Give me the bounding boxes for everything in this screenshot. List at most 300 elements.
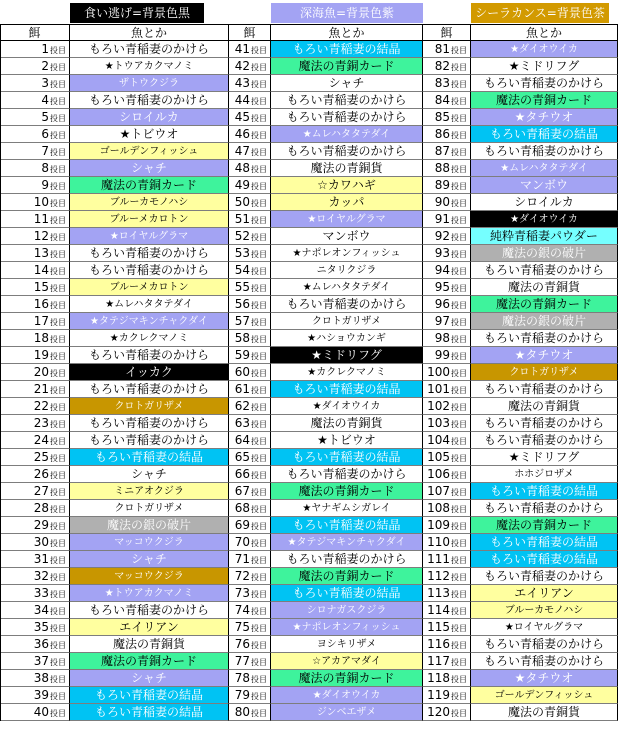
row-number bbox=[0, 211, 70, 228]
row-number bbox=[423, 245, 471, 262]
row-number bbox=[423, 466, 471, 483]
row-number bbox=[0, 398, 70, 415]
row-number bbox=[229, 126, 271, 143]
row-number-suffix: 投目 bbox=[251, 148, 267, 157]
fish-cell[interactable]: もろい青稲妻のかけら bbox=[271, 109, 423, 126]
row-number bbox=[229, 364, 271, 381]
row-number-suffix: 投目 bbox=[251, 80, 267, 89]
row-number-value: 10 bbox=[33, 195, 49, 209]
row-number bbox=[423, 483, 471, 500]
fish-cell[interactable]: 魔法の青銅貨 bbox=[471, 398, 618, 415]
row-number-value: 29 bbox=[33, 518, 49, 532]
row-number-value: 32 bbox=[33, 569, 49, 583]
fish-cell[interactable]: ★タテジマキンチャクダイ bbox=[271, 534, 423, 551]
fish-cell[interactable]: 魔法の銀の破片 bbox=[471, 245, 618, 262]
row-number bbox=[229, 585, 271, 602]
fish-cell[interactable]: もろい青稲妻のかけら bbox=[271, 92, 423, 109]
row-number bbox=[229, 262, 271, 279]
row-number bbox=[0, 670, 70, 687]
row-number-value: 12 bbox=[33, 229, 49, 243]
row-number-value: 71 bbox=[234, 552, 250, 566]
row-number-suffix: 投目 bbox=[50, 420, 66, 429]
fish-cell[interactable]: ★ハショウカンギ bbox=[271, 330, 423, 347]
row-number-suffix: 投目 bbox=[251, 114, 267, 123]
fish-cell[interactable]: もろい青稲妻の結晶 bbox=[70, 449, 229, 466]
row-number-value: 120 bbox=[427, 705, 450, 719]
row-number-value: 45 bbox=[234, 110, 250, 124]
row-number-value: 69 bbox=[234, 518, 250, 532]
fish-cell[interactable]: もろい青稲妻のかけら bbox=[70, 347, 229, 364]
row-number-value: 57 bbox=[234, 314, 250, 328]
row-number bbox=[0, 381, 70, 398]
row-number bbox=[0, 534, 70, 551]
fish-cell[interactable]: ★ダイオウイカ bbox=[271, 398, 423, 415]
fish-cell[interactable]: ★ダイオウイカ bbox=[471, 41, 618, 58]
fish-cell[interactable]: ゴールデンフィッシュ bbox=[70, 143, 229, 160]
fish-cell[interactable]: もろい青稲妻の結晶 bbox=[471, 551, 618, 568]
fish-cell[interactable]: 魔法の青銅カード bbox=[471, 296, 618, 313]
row-number-suffix: 投目 bbox=[50, 658, 66, 667]
row-number-suffix: 投目 bbox=[451, 369, 467, 378]
legend-3: シーラカンス=背景色茶 bbox=[471, 3, 609, 23]
fish-cell[interactable]: 魔法の銀の破片 bbox=[471, 313, 618, 330]
fish-cell[interactable]: ザトウクジラ bbox=[70, 75, 229, 92]
fish-cell[interactable]: 魔法の青銅カード bbox=[471, 517, 618, 534]
row-number-suffix: 投目 bbox=[50, 709, 66, 718]
row-number-value: 104 bbox=[427, 433, 450, 447]
row-number-suffix: 投目 bbox=[451, 148, 467, 157]
fish-cell[interactable]: もろい青稲妻の結晶 bbox=[70, 704, 229, 721]
fish-cell[interactable]: ブルーカモノハシ bbox=[70, 194, 229, 211]
row-number bbox=[0, 143, 70, 160]
row-number-suffix: 投目 bbox=[50, 97, 66, 106]
fish-cell[interactable]: もろい青稲妻のかけら bbox=[70, 245, 229, 262]
row-number-suffix: 投目 bbox=[451, 284, 467, 293]
row-number bbox=[229, 483, 271, 500]
row-number-value: 112 bbox=[427, 569, 450, 583]
row-number-suffix: 投目 bbox=[50, 403, 66, 412]
fish-cell[interactable]: ★ダイオウイカ bbox=[271, 687, 423, 704]
fish-cell[interactable]: ホホジロザメ bbox=[471, 466, 618, 483]
row-number-suffix: 投目 bbox=[50, 131, 66, 140]
fish-cell[interactable]: もろい青稲妻のかけら bbox=[271, 143, 423, 160]
row-number bbox=[423, 602, 471, 619]
fish-cell[interactable]: クロトガリザメ bbox=[70, 500, 229, 517]
fish-cell[interactable]: マンボウ bbox=[471, 177, 618, 194]
row-number-suffix: 投目 bbox=[50, 148, 66, 157]
row-number-suffix: 投目 bbox=[451, 539, 467, 548]
row-number-suffix: 投目 bbox=[50, 318, 66, 327]
fish-cell[interactable]: もろい青稲妻のかけら bbox=[471, 415, 618, 432]
row-number bbox=[229, 670, 271, 687]
row-number-value: 53 bbox=[234, 246, 250, 260]
row-number-value: 23 bbox=[33, 416, 49, 430]
row-number-suffix: 投目 bbox=[50, 165, 66, 174]
row-number bbox=[229, 41, 271, 58]
row-number bbox=[0, 687, 70, 704]
fish-cell[interactable]: ★ロイヤルグラマ bbox=[70, 228, 229, 245]
row-number bbox=[423, 432, 471, 449]
row-number-suffix: 投目 bbox=[251, 267, 267, 276]
fish-cell[interactable]: ブルーカモノハシ bbox=[471, 602, 618, 619]
row-number-suffix: 投目 bbox=[50, 488, 66, 497]
row-number-value: 2 bbox=[41, 59, 49, 73]
row-number-suffix: 投目 bbox=[50, 692, 66, 701]
column-header-fish: 魚とか bbox=[471, 24, 618, 41]
fish-cell[interactable]: もろい青稲妻の結晶 bbox=[271, 517, 423, 534]
fish-cell[interactable]: シロナガスクジラ bbox=[271, 602, 423, 619]
row-number-suffix: 投目 bbox=[451, 165, 467, 174]
row-number-value: 90 bbox=[434, 195, 450, 209]
row-number bbox=[229, 381, 271, 398]
fish-cell[interactable]: もろい青稲妻の結晶 bbox=[271, 449, 423, 466]
fish-cell[interactable]: もろい青稲妻のかけら bbox=[70, 415, 229, 432]
row-number-value: 75 bbox=[234, 620, 250, 634]
fish-cell[interactable]: シャチ bbox=[70, 160, 229, 177]
row-number bbox=[0, 364, 70, 381]
row-number-value: 113 bbox=[427, 586, 450, 600]
fish-cell[interactable]: 魔法の銀の破片 bbox=[70, 517, 229, 534]
fish-cell[interactable]: もろい青稲妻のかけら bbox=[70, 602, 229, 619]
row-number bbox=[423, 364, 471, 381]
row-number-suffix: 投目 bbox=[251, 658, 267, 667]
fish-cell[interactable]: ★ヤナギムシガレイ bbox=[271, 500, 423, 517]
row-number-value: 20 bbox=[33, 365, 49, 379]
fish-cell[interactable]: もろい青稲妻のかけら bbox=[70, 432, 229, 449]
row-number-suffix: 投目 bbox=[251, 46, 267, 55]
row-number-value: 49 bbox=[234, 178, 250, 192]
fish-cell[interactable]: もろい青稲妻のかけら bbox=[471, 500, 618, 517]
row-number-suffix: 投目 bbox=[451, 352, 467, 361]
fish-cell[interactable]: ★タチウオ bbox=[471, 347, 618, 364]
fish-cell[interactable]: もろい青稲妻のかけら bbox=[70, 262, 229, 279]
row-number bbox=[0, 653, 70, 670]
row-number-value: 15 bbox=[33, 280, 49, 294]
row-number-value: 8 bbox=[41, 161, 49, 175]
row-number bbox=[423, 330, 471, 347]
fish-cell[interactable]: エイリアン bbox=[471, 585, 618, 602]
row-number-suffix: 投目 bbox=[251, 216, 267, 225]
row-number bbox=[0, 602, 70, 619]
fish-cell[interactable]: マンボウ bbox=[271, 228, 423, 245]
row-number bbox=[229, 194, 271, 211]
fish-cell[interactable]: ★ダイオウイカ bbox=[471, 211, 618, 228]
row-number-suffix: 投目 bbox=[50, 216, 66, 225]
row-number-value: 65 bbox=[234, 450, 250, 464]
row-number-value: 105 bbox=[427, 450, 450, 464]
fish-cell[interactable]: カッパ bbox=[271, 194, 423, 211]
fish-cell[interactable]: もろい青稲妻のかけら bbox=[471, 636, 618, 653]
row-number bbox=[229, 75, 271, 92]
fish-cell[interactable]: ★トウアカクマノミ bbox=[70, 585, 229, 602]
row-number-suffix: 投目 bbox=[251, 284, 267, 293]
row-number-value: 33 bbox=[33, 586, 49, 600]
row-number-suffix: 投目 bbox=[251, 675, 267, 684]
row-number bbox=[423, 704, 471, 721]
row-number bbox=[0, 466, 70, 483]
fish-cell[interactable]: 魔法の青銅カード bbox=[271, 568, 423, 585]
row-number bbox=[229, 177, 271, 194]
row-number bbox=[423, 194, 471, 211]
row-number-value: 38 bbox=[33, 671, 49, 685]
fish-cell[interactable]: もろい青稲妻のかけら bbox=[271, 551, 423, 568]
fish-cell[interactable]: 純粋青稲妻パウダー bbox=[471, 228, 618, 245]
fish-cell[interactable]: もろい青稲妻のかけら bbox=[271, 296, 423, 313]
row-number bbox=[423, 568, 471, 585]
fish-cell[interactable]: もろい青稲妻のかけら bbox=[271, 466, 423, 483]
fish-cell[interactable]: シャチ bbox=[271, 75, 423, 92]
row-number-suffix: 投目 bbox=[451, 97, 467, 106]
row-number bbox=[423, 75, 471, 92]
fish-cell[interactable]: 魔法の青銅カード bbox=[70, 177, 229, 194]
row-number-suffix: 投目 bbox=[251, 709, 267, 718]
fish-cell[interactable]: ゴールデンフィッシュ bbox=[471, 687, 618, 704]
row-number-value: 55 bbox=[234, 280, 250, 294]
fish-cell[interactable]: ★カクレクマノミ bbox=[271, 364, 423, 381]
fish-cell[interactable]: 魔法の青銅貨 bbox=[471, 704, 618, 721]
fish-cell[interactable]: もろい青稲妻の結晶 bbox=[70, 687, 229, 704]
row-number-suffix: 投目 bbox=[50, 46, 66, 55]
fish-cell[interactable]: 魔法の青銅カード bbox=[471, 92, 618, 109]
row-number-suffix: 投目 bbox=[451, 675, 467, 684]
legend-1: 食い逃げ=背景色黒 bbox=[70, 3, 204, 23]
fish-cell[interactable]: イッカク bbox=[70, 364, 229, 381]
row-number-value: 115 bbox=[427, 620, 450, 634]
fish-cell[interactable]: もろい青稲妻の結晶 bbox=[271, 381, 423, 398]
row-number bbox=[423, 177, 471, 194]
row-number-value: 54 bbox=[234, 263, 250, 277]
row-number-value: 88 bbox=[434, 161, 450, 175]
row-number-suffix: 投目 bbox=[50, 590, 66, 599]
row-number-value: 87 bbox=[434, 144, 450, 158]
fish-cell[interactable]: ★タチウオ bbox=[471, 670, 618, 687]
row-number bbox=[229, 228, 271, 245]
fish-cell[interactable]: シャチ bbox=[70, 670, 229, 687]
fish-cell[interactable]: マッコウクジラ bbox=[70, 534, 229, 551]
fish-cell[interactable]: ★カクレクマノミ bbox=[70, 330, 229, 347]
row-number-value: 62 bbox=[234, 399, 250, 413]
row-number-value: 3 bbox=[41, 76, 49, 90]
row-number-value: 16 bbox=[33, 297, 49, 311]
fish-cell[interactable]: もろい青稲妻の結晶 bbox=[471, 483, 618, 500]
row-number-value: 91 bbox=[434, 212, 450, 226]
fish-cell[interactable]: 魔法の青銅貨 bbox=[271, 160, 423, 177]
fish-cell[interactable]: もろい青稲妻の結晶 bbox=[471, 126, 618, 143]
row-number-suffix: 投目 bbox=[50, 369, 66, 378]
fish-cell[interactable]: 魔法の青銅カード bbox=[271, 670, 423, 687]
row-number bbox=[229, 143, 271, 160]
row-number bbox=[0, 194, 70, 211]
row-number bbox=[0, 296, 70, 313]
row-number-value: 36 bbox=[33, 637, 49, 651]
fish-cell[interactable]: ★トウアカクマノミ bbox=[70, 58, 229, 75]
fish-cell[interactable]: 魔法の青銅カード bbox=[271, 58, 423, 75]
row-number bbox=[0, 568, 70, 585]
row-number-value: 34 bbox=[33, 603, 49, 617]
fish-cell[interactable]: ★トビウオ bbox=[70, 126, 229, 143]
fish-cell[interactable]: ブルーメカロトン bbox=[70, 279, 229, 296]
row-number-suffix: 投目 bbox=[251, 641, 267, 650]
row-number-suffix: 投目 bbox=[251, 352, 267, 361]
fish-cell[interactable]: ジンベエザメ bbox=[271, 704, 423, 721]
fish-cell[interactable]: もろい青稲妻のかけら bbox=[471, 432, 618, 449]
fish-cell[interactable]: シロイルカ bbox=[471, 194, 618, 211]
row-number-value: 66 bbox=[234, 467, 250, 481]
row-number-suffix: 投目 bbox=[251, 131, 267, 140]
fish-cell[interactable]: ★ムレハタタテダイ bbox=[471, 160, 618, 177]
row-number-suffix: 投目 bbox=[451, 573, 467, 582]
fish-cell[interactable]: もろい青稲妻のかけら bbox=[70, 92, 229, 109]
row-number bbox=[229, 517, 271, 534]
row-number bbox=[0, 619, 70, 636]
row-number-suffix: 投目 bbox=[251, 573, 267, 582]
fish-cell[interactable]: ヨシキリザメ bbox=[271, 636, 423, 653]
row-number-value: 4 bbox=[41, 93, 49, 107]
fish-cell[interactable]: もろい青稲妻のかけら bbox=[471, 75, 618, 92]
fish-cell[interactable]: もろい青稲妻の結晶 bbox=[271, 41, 423, 58]
row-number-value: 13 bbox=[33, 246, 49, 260]
fish-cell[interactable]: エイリアン bbox=[70, 619, 229, 636]
row-number-suffix: 投目 bbox=[50, 624, 66, 633]
fish-cell[interactable]: ★ムレハタタテダイ bbox=[271, 279, 423, 296]
fish-cell[interactable]: もろい青稲妻のかけら bbox=[70, 41, 229, 58]
row-number bbox=[423, 160, 471, 177]
fish-cell[interactable]: クロトガリザメ bbox=[471, 364, 618, 381]
row-number-suffix: 投目 bbox=[251, 335, 267, 344]
row-number-suffix: 投目 bbox=[451, 641, 467, 650]
fish-cell[interactable]: ★ロイヤルグラマ bbox=[271, 211, 423, 228]
row-number-suffix: 投目 bbox=[50, 675, 66, 684]
row-number bbox=[0, 58, 70, 75]
row-number-value: 101 bbox=[427, 382, 450, 396]
row-number bbox=[423, 279, 471, 296]
row-number-suffix: 投目 bbox=[50, 505, 66, 514]
fish-cell[interactable]: ミニアオクジラ bbox=[70, 483, 229, 500]
row-number bbox=[229, 466, 271, 483]
row-number-suffix: 投目 bbox=[451, 709, 467, 718]
row-number-value: 98 bbox=[434, 331, 450, 345]
fish-cell[interactable]: マッコウクジラ bbox=[70, 568, 229, 585]
fish-cell[interactable]: もろい青稲妻のかけら bbox=[471, 262, 618, 279]
fish-cell[interactable]: ★トビウオ bbox=[271, 432, 423, 449]
fish-cell[interactable]: クロトガリザメ bbox=[70, 398, 229, 415]
fish-cell[interactable]: 魔法の青銅貨 bbox=[471, 279, 618, 296]
fish-cell[interactable]: ★ミドリフグ bbox=[271, 347, 423, 364]
table-left-border bbox=[0, 24, 1, 721]
row-number bbox=[229, 687, 271, 704]
row-number bbox=[423, 619, 471, 636]
row-number bbox=[423, 313, 471, 330]
fish-cell[interactable]: ☆アカアマダイ bbox=[271, 653, 423, 670]
row-number-suffix: 投目 bbox=[251, 97, 267, 106]
fish-cell[interactable]: ★ムレハタタテダイ bbox=[70, 296, 229, 313]
row-number-suffix: 投目 bbox=[50, 233, 66, 242]
row-number bbox=[0, 92, 70, 109]
fish-cell[interactable]: もろい青稲妻のかけら bbox=[471, 568, 618, 585]
fish-cell[interactable]: もろい青稲妻のかけら bbox=[471, 653, 618, 670]
row-number-suffix: 投目 bbox=[451, 488, 467, 497]
row-number-suffix: 投目 bbox=[50, 182, 66, 191]
row-number bbox=[0, 636, 70, 653]
fish-cell[interactable]: 魔法の青銅貨 bbox=[271, 415, 423, 432]
row-number-suffix: 投目 bbox=[251, 420, 267, 429]
fish-cell[interactable]: もろい青稲妻の結晶 bbox=[471, 534, 618, 551]
row-number-value: 85 bbox=[434, 110, 450, 124]
fish-cell[interactable]: ★ミドリフグ bbox=[471, 449, 618, 466]
row-number-suffix: 投目 bbox=[50, 437, 66, 446]
row-number-value: 74 bbox=[234, 603, 250, 617]
row-number-value: 79 bbox=[234, 688, 250, 702]
fish-cell[interactable]: シロイルカ bbox=[70, 109, 229, 126]
row-number-value: 93 bbox=[434, 246, 450, 260]
row-number bbox=[229, 449, 271, 466]
fish-cell[interactable]: 魔法の青銅カード bbox=[271, 483, 423, 500]
fish-cell[interactable]: ★ナポレオンフィッシュ bbox=[271, 619, 423, 636]
row-number-value: 52 bbox=[234, 229, 250, 243]
row-number-value: 39 bbox=[33, 688, 49, 702]
fish-cell[interactable]: ★タチウオ bbox=[471, 109, 618, 126]
row-number-value: 5 bbox=[41, 110, 49, 124]
fish-cell[interactable]: ニタリクジラ bbox=[271, 262, 423, 279]
row-number bbox=[423, 262, 471, 279]
fish-cell[interactable]: ☆カワハギ bbox=[271, 177, 423, 194]
row-number-suffix: 投目 bbox=[451, 692, 467, 701]
fish-cell[interactable]: ★タテジマキンチャクダイ bbox=[70, 313, 229, 330]
fish-cell[interactable]: ★ムレハタタテダイ bbox=[271, 126, 423, 143]
fish-cell[interactable]: もろい青稲妻のかけら bbox=[471, 381, 618, 398]
fish-cell[interactable]: もろい青稲妻のかけら bbox=[471, 143, 618, 160]
fish-cell[interactable]: 魔法の青銅貨 bbox=[70, 636, 229, 653]
column-header-fish: 魚とか bbox=[70, 24, 229, 41]
row-number bbox=[423, 228, 471, 245]
row-number-suffix: 投目 bbox=[251, 386, 267, 395]
row-number-value: 92 bbox=[434, 229, 450, 243]
row-number bbox=[423, 449, 471, 466]
row-number bbox=[423, 687, 471, 704]
fish-cell[interactable]: もろい青稲妻のかけら bbox=[471, 330, 618, 347]
row-number-suffix: 投目 bbox=[251, 471, 267, 480]
row-number-value: 109 bbox=[427, 518, 450, 532]
row-number-suffix: 投目 bbox=[451, 658, 467, 667]
row-number-suffix: 投目 bbox=[451, 505, 467, 514]
row-number bbox=[229, 653, 271, 670]
fish-cell[interactable]: シャチ bbox=[70, 466, 229, 483]
fish-cell[interactable]: ブルーメカロトン bbox=[70, 211, 229, 228]
row-number bbox=[229, 109, 271, 126]
fish-cell[interactable]: ★ミドリフグ bbox=[471, 58, 618, 75]
row-number-suffix: 投目 bbox=[451, 420, 467, 429]
row-number-value: 107 bbox=[427, 484, 450, 498]
fish-cell[interactable]: もろい青稲妻の結晶 bbox=[271, 585, 423, 602]
fish-cell[interactable]: ★ナポレオンフィッシュ bbox=[271, 245, 423, 262]
row-number-suffix: 投目 bbox=[50, 352, 66, 361]
fish-cell[interactable]: もろい青稲妻のかけら bbox=[70, 381, 229, 398]
row-number bbox=[423, 500, 471, 517]
row-number-value: 58 bbox=[234, 331, 250, 345]
row-number-suffix: 投目 bbox=[50, 63, 66, 72]
fish-cell[interactable]: 魔法の青銅カード bbox=[70, 653, 229, 670]
row-number-suffix: 投目 bbox=[451, 63, 467, 72]
fish-cell[interactable]: ★ロイヤルグラマ bbox=[471, 619, 618, 636]
fish-cell[interactable]: シャチ bbox=[70, 551, 229, 568]
row-number-suffix: 投目 bbox=[451, 386, 467, 395]
row-number-value: 86 bbox=[434, 127, 450, 141]
row-number bbox=[0, 160, 70, 177]
row-number bbox=[0, 347, 70, 364]
fish-cell[interactable]: クロトガリザメ bbox=[271, 313, 423, 330]
row-number bbox=[423, 636, 471, 653]
row-number-value: 84 bbox=[434, 93, 450, 107]
